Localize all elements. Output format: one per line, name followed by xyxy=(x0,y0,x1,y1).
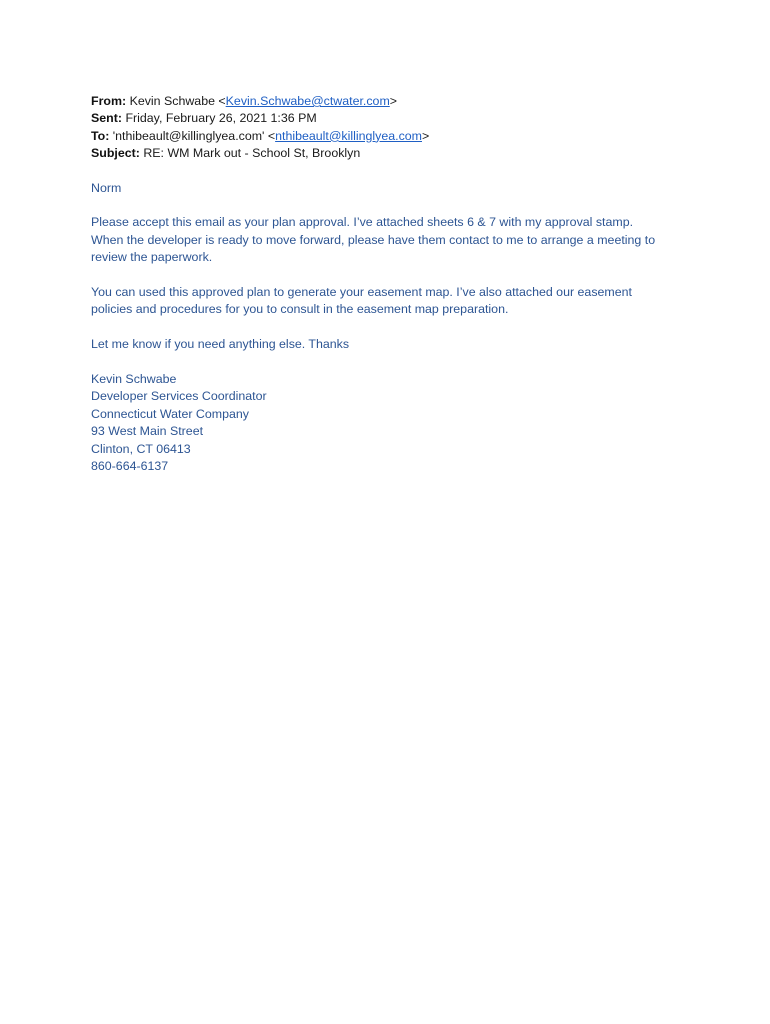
to-label: To: xyxy=(91,128,110,143)
signature-company: Connecticut Water Company xyxy=(91,406,249,421)
from-line: From: Kevin Schwabe <Kevin.Schwabe@ctwater.com> xyxy=(91,94,398,108)
sent-value: Friday, February 26, 2021 1:36 PM xyxy=(125,111,317,126)
email-header xyxy=(91,93,691,163)
from-email-link[interactable]: Kevin.Schwabe@ctwater.com xyxy=(225,94,390,108)
paragraph-line: policies and procedures for you to consult in the easement map preparation. xyxy=(91,302,509,317)
signature-street: 93 West Main Street xyxy=(91,424,204,439)
from-name: Kevin Schwabe xyxy=(129,94,215,108)
paragraph-easement xyxy=(91,284,691,319)
signature-block xyxy=(91,371,691,475)
paragraph-line: Please accept this email as your plan approval. I’ve attached sheets 6 & 7 with my approval stamp. xyxy=(91,215,634,230)
from-label: From: xyxy=(91,94,127,108)
subject-value: RE: WM Mark out - School St, Brooklyn xyxy=(143,146,361,161)
paragraph-line: You can used this approved plan to generate your easement map. I’ve also attached our easement xyxy=(91,285,632,300)
to-email-link[interactable]: nthibeault@killinglyea.com xyxy=(275,128,422,143)
subject-line xyxy=(91,145,691,162)
subject-label: Subject: xyxy=(91,146,140,161)
greeting: Norm xyxy=(91,180,122,195)
signature-name: Kevin Schwabe xyxy=(91,372,177,387)
paragraph-line: When the developer is ready to move forward, please have them contact to me to arrange a meeting to xyxy=(91,232,656,247)
signature-city: Clinton, CT 06413 xyxy=(91,441,191,456)
paragraph-approval xyxy=(91,214,691,266)
sent-line xyxy=(91,110,691,127)
sent-label: Sent: xyxy=(91,111,122,126)
paragraph-line: review the paperwork. xyxy=(91,250,213,265)
signature-title: Developer Services Coordinator xyxy=(91,389,267,404)
to-name: 'nthibeault@killinglyea.com' xyxy=(112,128,265,143)
signature-phone: 860-664-6137 xyxy=(91,459,169,474)
to-line: To: 'nthibeault@killinglyea.com' <nthibeault@killinglyea.com> xyxy=(91,128,430,143)
paragraph-closing: Let me know if you need anything else. Thanks xyxy=(91,337,350,352)
email-message xyxy=(91,93,691,475)
email-body xyxy=(91,180,691,476)
